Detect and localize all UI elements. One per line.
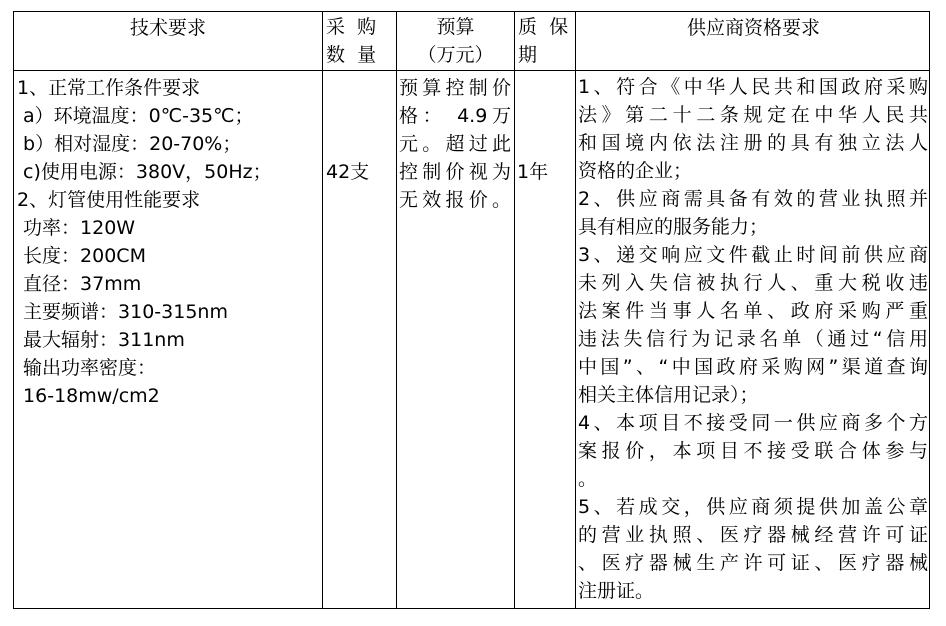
tech-line: c)使用电源：380V，50Hz； — [17, 161, 272, 183]
supplier-qualifications-line: 。 — [578, 468, 598, 490]
budget-cell — [399, 74, 511, 214]
supplier-qualifications-line: 2、供应商需具备有效的营业执照并 — [578, 188, 928, 210]
procurement-requirements-table — [13, 11, 930, 609]
tech-line: 功率：120W — [17, 217, 136, 239]
budget-line: 控制价视为 — [399, 161, 511, 183]
supplier-qualifications-line: 违法失信行为记录名单（通过“信用 — [578, 328, 928, 350]
tech-line: 长度：200CM — [17, 245, 146, 267]
supplier-qualifications-cell — [578, 73, 928, 605]
budget-line: 预算控制价 — [399, 77, 511, 99]
tech-line: 输出功率密度： — [17, 357, 157, 379]
header-quantity: 采 购 数 量 — [326, 16, 377, 66]
header-budget: 预算 （万元） — [417, 16, 494, 66]
supplier-qualifications-line: 3、递交响应文件截止时间前供应商 — [578, 244, 928, 266]
supplier-qualifications-line: 1、符合《中华人民共和国政府采购 — [578, 76, 928, 98]
column-divider — [396, 12, 397, 608]
budget-line: 元。超过此 — [399, 133, 511, 155]
tech-line: 2、灯管使用性能要求 — [17, 189, 201, 211]
header-divider — [14, 70, 929, 71]
supplier-qualifications-line: 和国境内依法注册的具有独立法人 — [578, 132, 928, 154]
column-divider — [575, 12, 576, 608]
supplier-qualifications-line: 具有相应的服务能力； — [578, 216, 769, 238]
budget-line: 无效报价。 — [399, 189, 511, 211]
supplier-qualifications-line: 注册证。 — [578, 580, 655, 602]
supplier-qualifications-line: 、医疗器械生产许可证、医疗器械 — [578, 552, 928, 574]
column-divider — [514, 12, 515, 608]
header-warranty: 质 保 期 — [518, 16, 569, 66]
supplier-qualifications-line: 4、本项目不接受同一供应商多个方 — [578, 412, 928, 434]
tech-line: a）环境温度：0℃-35℃； — [17, 105, 254, 127]
tech-line: 直径：37mm — [17, 273, 142, 295]
tech-requirements-cell — [17, 74, 319, 410]
tech-line: 最大辐射：311nm — [17, 329, 185, 351]
supplier-qualifications-line: 相关主体信用记录）； — [578, 384, 759, 406]
warranty-value: 1年 — [517, 161, 549, 183]
header-supplier-qualifications: 供应商资格要求 — [686, 17, 820, 39]
supplier-qualifications-line: 中国”、“中国政府采购网”渠道查询 — [578, 356, 928, 378]
supplier-qualifications-line: 未列入失信被执行人、重大税收违 — [578, 272, 928, 294]
supplier-qualifications-line: 的营业执照、医疗器械经营许可证 — [578, 524, 928, 546]
quantity-value: 42支 — [326, 161, 370, 183]
supplier-qualifications-line: 5、若成交，供应商须提供加盖公章 — [578, 496, 928, 518]
tech-line: 主要频谱：310-315nm — [17, 301, 228, 323]
tech-line: 1、正常工作条件要求 — [17, 77, 201, 99]
tech-line: 16-18mw/cm2 — [17, 385, 160, 407]
tech-line: b）相对湿度：20-70%； — [17, 133, 242, 155]
supplier-qualifications-line: 法案件当事人名单、政府采购严重 — [578, 300, 928, 322]
supplier-qualifications-line: 法》第二十二条规定在中华人民共 — [578, 104, 928, 126]
budget-line: 格： 4.9万 — [399, 105, 511, 127]
header-tech-requirements: 技术要求 — [129, 17, 206, 39]
column-divider — [322, 12, 323, 608]
supplier-qualifications-line: 案报价，本项目不接受联合体参与 — [578, 440, 928, 462]
supplier-qualifications-line: 资格的企业； — [578, 160, 693, 182]
